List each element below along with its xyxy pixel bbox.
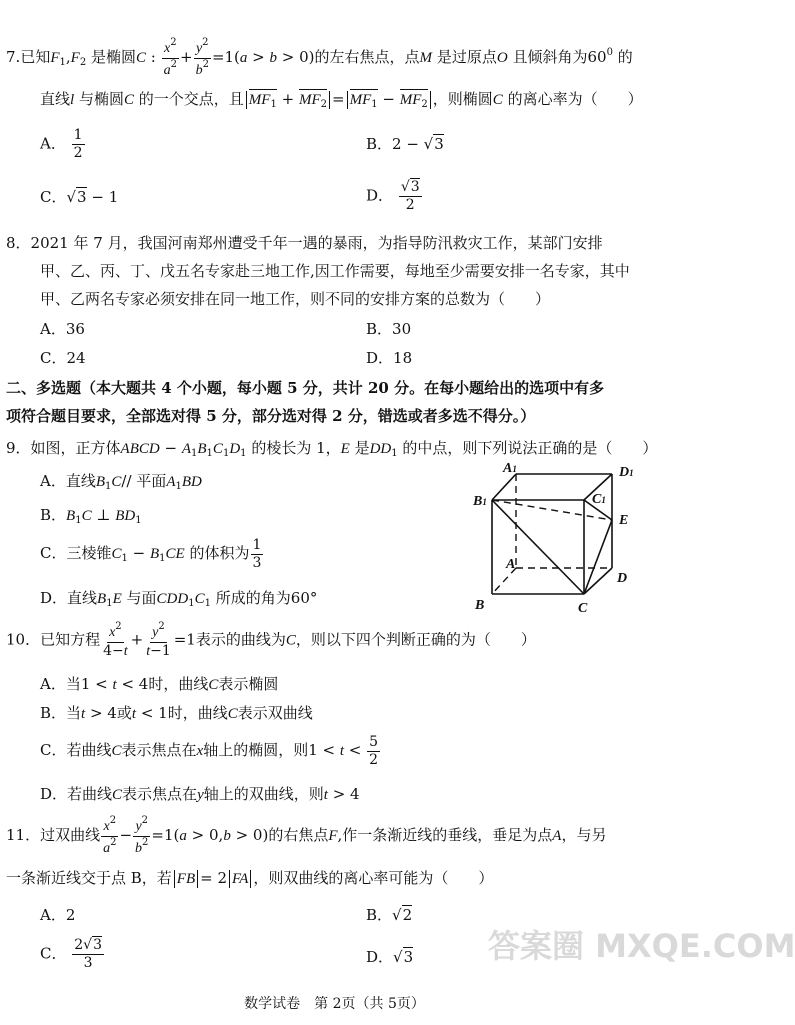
q7-stem-line2: 直线l 与椭圆C 的一个交点，且 $MF_1 + MF_2 = MF_1 - MF_2$ ，则椭圆C 的离心率为（ ）	[40, 90, 643, 110]
label-c1: C1	[592, 492, 606, 507]
q7-stem-line1: 7.已知$F_1,F_2$ 是椭圆C : $\frac{x^2}{a^2}$ + $\frac{y^2}{b^2}$ =1(a > b > 0)的左右焦点，点M 是过原点O 且倾斜角为$60^0$ 的	[6, 37, 633, 78]
q10-option-b: B．当t > 4或t < 1时，曲线C表示双曲线	[40, 704, 313, 722]
q8-option-b: B．30	[366, 320, 412, 338]
label-b: B	[475, 598, 485, 613]
q10-option-c: C．若曲线C表示焦点在x轴上的椭圆，则1 < t < $\frac{5}{2}$	[40, 734, 379, 768]
q9-option-d: D．直线$B_1E$ 与面$CDD_1C_1$ 所成的角为60°	[40, 589, 318, 609]
label-d1: D1	[619, 465, 634, 480]
label-a1: A1	[503, 461, 517, 476]
q7-option-d: D． $\frac{√3}{2}$	[366, 179, 420, 213]
watermark-logo: 答案圈 MXQE.COM	[488, 927, 795, 965]
q11-option-c: C． $\frac{2√3}{3}$	[40, 937, 103, 971]
q11-stem-line1: 11．过双曲线 $\frac{x^2}{a^2}$ − $\frac{y^2}{b^2}$ =1(a > 0,b > 0)的右焦点F,作一条渐近线的垂线，垂足为点A，与另	[6, 815, 607, 856]
cube-figure	[466, 458, 646, 618]
q8-stem-line2: 甲、乙、丙、丁、戊五名专家赴三地工作,因工作需要，每地至少需要安排一名专家，其中	[40, 262, 630, 280]
q9-option-b: B．$B_1C$ ⊥ $BD_1$	[40, 506, 142, 526]
q7-option-a: A． $\frac{1}{2}$	[40, 127, 83, 161]
q11-stem-line2: 一条渐近线交于点 B，若 FB = 2 FA ，则双曲线的离心率可能为（ ）	[6, 869, 494, 887]
q10-option-a: A．当1 < t < 4时，曲线C表示椭圆	[40, 675, 279, 693]
q8-option-a: A．36	[40, 320, 85, 338]
label-a: A	[506, 557, 516, 572]
label-c: C	[578, 601, 588, 616]
q8-stem-line3: 甲、乙两名专家必须安排在同一地工作，则不同的安排方案的总数为（ ）	[40, 290, 551, 308]
q11-option-a: A．2	[40, 906, 76, 924]
q10-option-d: D．若曲线C表示焦点在y轴上的双曲线，则t > 4	[40, 785, 360, 803]
q11-option-b: B．√2	[366, 906, 413, 924]
section2-heading-line2: 项符合题目要求，全部选对得 5 分，部分选对得 2 分，错选或者多选不得分。）	[6, 407, 536, 425]
q7-option-b: B．2 − √3	[366, 135, 444, 153]
q11-option-d: D．√3	[366, 948, 414, 966]
q10-stem: 10．已知方程 $\frac{x^2}{4-t}$ + $\frac{y^2}{t-1}$ =1表示的曲线为C，则以下四个判断正确的为（ ）	[6, 621, 536, 659]
label-d: D	[617, 571, 628, 586]
q8-option-d: D．18	[366, 349, 413, 367]
page-footer: 数学试卷 第 2页（共 5页）	[244, 996, 425, 1012]
q7-option-c: C．√3 − 1	[40, 188, 119, 206]
q9-stem: 9．如图，正方体ABCD − $A_1B_1C_1D_1$ 的棱长为 1，E 是$DD_1$ 的中点，则下列说法正确的是（ ）	[6, 439, 658, 459]
q8-option-c: C．24	[40, 349, 86, 367]
q9-option-c: C．三棱锥$C_1 - B_1CE$ 的体积为 $\frac{1}{3}$	[40, 537, 262, 571]
label-e: E	[619, 513, 629, 528]
q8-stem-line1: 8．2021 年 7 月，我国河南郑州遭受千年一遇的暴雨，为指导防汛救灾工作，某部门安排	[6, 234, 603, 252]
q9-option-a: A．直线$B_1C//$ 平面$A_1BD$	[40, 472, 202, 492]
label-b1: B1	[473, 494, 487, 509]
section2-heading-line1: 二、多选题（本大题共 4 个小题，每小题 5 分，共计 20 分。在每小题给出的选项中有多	[6, 379, 605, 397]
